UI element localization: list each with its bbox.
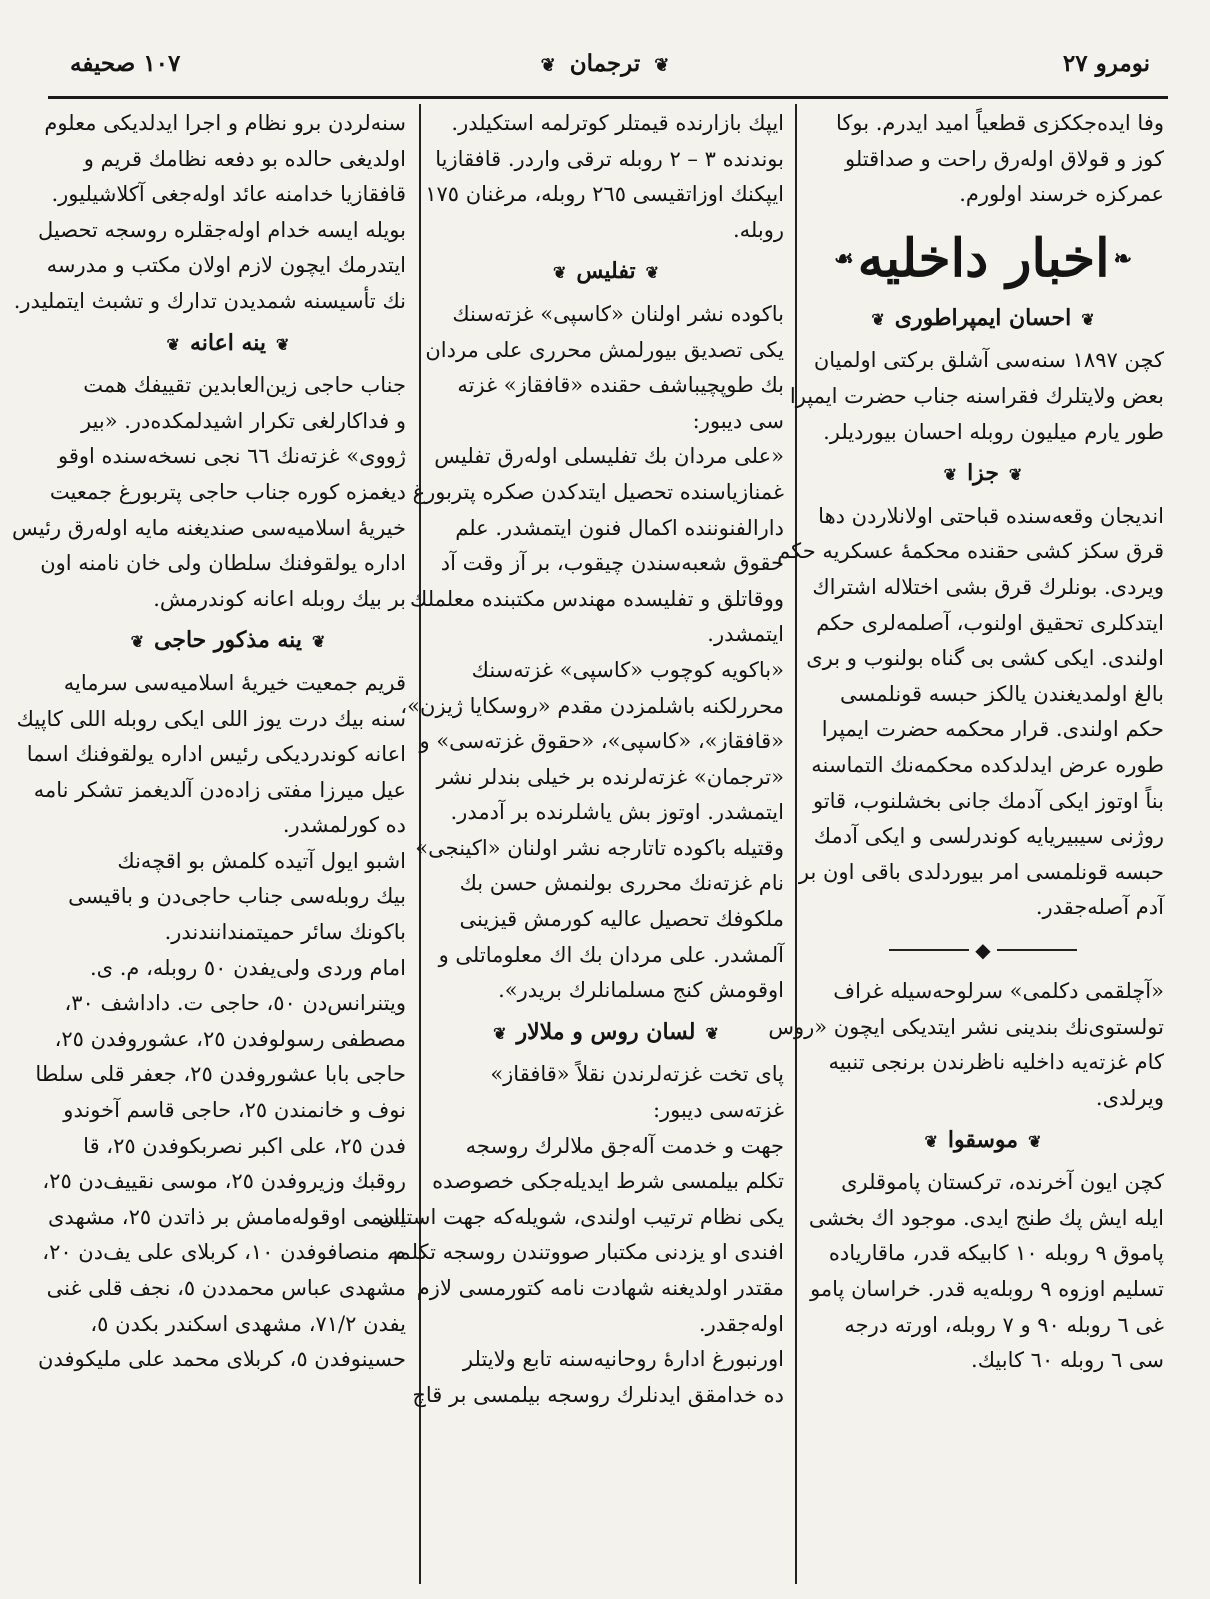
article-title: ❦تفلیس❦	[428, 254, 784, 291]
text-line: نام غزته‌نك محرری بولنمش حسن بك	[459, 871, 784, 896]
text-line: فدن ٢٥، علی اکبر نصربکوفدن ٢٥، قا	[83, 1133, 406, 1158]
text-line: اوله‌جقدر.	[698, 1311, 784, 1336]
text-line: بالغ اولمدیغندن یالکز حبسه قونلمسی	[839, 681, 1164, 706]
text-line: سی دیبور:	[692, 408, 784, 433]
article-body	[789, 343, 1164, 450]
text-line: م. منصافوفدن ١٠، کربلای علی یف‌دن ٢٠،	[42, 1240, 406, 1265]
text-line: اعانه کوندردیکی رئیس اداره یولقوفنك اسما	[26, 742, 406, 767]
text-line: قافقازیا خدامنه عائد اوله‌جغی آکلاشیلیور.	[51, 182, 406, 207]
text-line: اوقومش کنج مسلمانلرك بریدر».	[498, 978, 784, 1003]
ornament-icon: ❦	[654, 54, 670, 76]
text-line: بر بیك روبله اعانه کوندرمش.	[153, 586, 406, 611]
text-line: باکونك سائر حمیتمندانندندر.	[164, 920, 406, 945]
text-line: «باکویه کوچوب «کاسپی» غزته‌سنك	[471, 657, 784, 682]
text-line: ایتدرمك ایچون لازم اولان مکتب و مدرسه	[46, 253, 406, 278]
section-divider	[802, 932, 1164, 968]
ornament-icon: ❦	[924, 1131, 938, 1151]
text-line: روژنی سیبیریایه کوندرلسی و ایکی آدمك	[813, 824, 1164, 849]
column-divider	[795, 104, 797, 1584]
text-line: پاموق ٩ روبله ١٠ کابیکه قدر، ماقاریاده	[828, 1241, 1164, 1266]
column-right	[768, 106, 1174, 1581]
ornament-icon: ❦	[540, 54, 556, 76]
article-title: ❦ینه مذکور حاجی❦	[50, 623, 406, 660]
text-line: تولستوی‌نك بندینی نشر ایتدیکی ایچون «روس	[768, 1014, 1164, 1039]
text-line: حسینوفدن ٥، کربلای محمد علی ملیکوفدن	[38, 1347, 406, 1372]
text-line: مصطفی رسولوفدن ٢٥، عشوروفدن ٢٥،	[54, 1026, 406, 1051]
text-line: پای تخت غزته‌لرندن نقلاً «قافقاز»	[490, 1062, 784, 1087]
issue-number: نومرو ٢٧	[1062, 50, 1150, 77]
article-intro	[425, 106, 784, 248]
text-line: بوندنده ٣ – ٢ روبله ترقی واردر. قافقازیا	[435, 146, 784, 171]
text-line: امام وردی ولی‌یفدن ٥٠ روبله، م. ی.	[89, 955, 406, 980]
text-line: «قافقاز»، «کاسپی»، «حقوق غزته‌سی» و	[419, 729, 784, 754]
text-line: غی ٦ روبله ٩٠ و ٧ روبله، اورته درجه	[844, 1312, 1164, 1337]
text-line: جناب حاجی زین‌العابدین تقییفك همت	[83, 373, 406, 398]
text-line: قرق سکز کشی حقنده محکمهٔ عسکریه حکم	[777, 539, 1164, 564]
text-line: آدم آصله‌جقدر.	[1035, 895, 1164, 920]
text-line: عمرکزه خرسند اولورم.	[959, 182, 1164, 207]
text-line: خیریهٔ اسلامیه‌سی صندیغنه مایه اوله‌رق رئیس	[12, 515, 406, 540]
text-line: مشهدی عباس محمددن ٥، نجف قلی غنی	[46, 1276, 406, 1300]
text-line: حقوق شعبه‌سندن چیقوب، بر آز وقت آد	[440, 551, 784, 576]
text-line: ژووی» غزته‌نك ٦٦ نجی نسخه‌سنده اوقو	[58, 444, 406, 469]
ornament-icon: ☙	[833, 245, 854, 272]
text-line: ویرلدی.	[1095, 1085, 1164, 1110]
text-line: ویتنرانس‌دن ٥٠، حاجی ت. داداشف ٣٠،	[64, 991, 406, 1016]
text-line: آلمشدر. علی مردان بك اك معلوماتلی و	[438, 942, 784, 967]
text-line: اشبو ایول آتیده کلمش بو اقچه‌نك	[117, 848, 406, 873]
text-line: سنه بیك درت یوز اللی ایکی روبله اللی کاپیك	[16, 706, 406, 731]
text-line: «ترجمان» غزته‌لرنده بر خیلی بندلر نشر	[436, 764, 784, 789]
article-title: ❦احسان ایمپراطوری❦	[802, 301, 1164, 338]
text-line: تسلیم اوزوه ٩ روبله‌یه قدر. خراسان پامو	[810, 1276, 1164, 1301]
text-line: جهت و خدمت آله‌جق ملالرك روسجه	[465, 1133, 784, 1158]
ornament-icon: ❦	[311, 632, 326, 652]
text-line: تکلم بیلمسی شرط ایدیله‌جکی خصوصده	[432, 1169, 784, 1194]
text-line: ایتدکلری تحقیق اولنوب، آصلمه‌لری حکم	[816, 610, 1164, 635]
text-line: حاجی بابا عشوروفدن ٢٥، جعفر قلی سلطا	[35, 1062, 406, 1087]
text-line: ایتمشدر. اوتوز بش یاشلرنده بر آدمدر.	[450, 800, 784, 825]
article-title: ❦موسقوا❦	[802, 1123, 1164, 1160]
diamond-icon: ◆	[975, 937, 991, 962]
text-line: بك طوپچیباشف حقنده «قافقاز» غزته	[457, 373, 784, 398]
text-line: ویردی. بونلرك قرق بشی اختلاله اشتراك	[812, 574, 1164, 599]
text-line: قریم جمعیت خیریهٔ اسلامیه‌سی سرمایه	[63, 670, 406, 695]
text-line: سنه‌لردن برو نظام و اجرا ایدلدیکی معلوم	[44, 111, 406, 135]
text-line: یکی تصدیق بیورلمش محرری علی مردان	[425, 337, 784, 362]
article-body	[400, 297, 784, 1009]
masthead	[40, 50, 1170, 77]
text-line: اورنبورغ ادارهٔ روحانیه‌سنه تابع ولایتلر	[462, 1347, 784, 1372]
text-line: دیغمزه کوره جناب حاجی پتربورغ جمعیت	[49, 479, 406, 504]
text-line: اولدیغی حالده بو دفعه نظامك قریم و	[83, 146, 406, 171]
text-line: کام غزته‌یه داخلیه ناظرندن برنجی تنبیه	[828, 1050, 1164, 1075]
text-line: عیل میرزا مفتی زاده‌دن آلدیغمز تشکر نامه	[33, 777, 406, 802]
article-body	[777, 499, 1164, 926]
text-line: حکم اولندی. قرار محکمه حضرت ایمپرا	[821, 717, 1164, 742]
ornament-icon: ❦	[705, 1023, 719, 1043]
text-line: ایله ایش پك طنج ایدی. موجود اك بخشی	[808, 1205, 1164, 1230]
text-line: مقتدر اولدیغنه شهادت نامه کتورمسی لازم	[416, 1276, 784, 1300]
text-line: ایپکنك اوزاتقیسی ٢٦٥ روبله، مرغنان ١٧٥	[425, 182, 784, 207]
ornament-icon: ❦	[493, 1023, 507, 1043]
text-line: باکوده نشر اولنان «کاسپی» غزته‌سنك	[452, 301, 784, 326]
text-line: وفا ایده‌جککزی قطعیاً امید ایدرم. بوکا	[835, 111, 1164, 135]
text-line: ووقاتلق و تفلیسده مهندس مکتبنده معلملك	[410, 586, 784, 611]
masthead-title: ترجمان	[569, 50, 641, 77]
text-line: اداره یولقوفنك سلطان ولی خان نامنه اون	[40, 551, 406, 576]
text-line: «علی مردان بك تفلیسلی اوله‌رق تفلیس	[434, 444, 784, 469]
header-rule	[48, 96, 1168, 99]
ornament-icon: ❧	[1113, 245, 1133, 272]
text-line: روقبك وزیروفدن ٢٥، موسی نقییف‌دن ٢٥،	[42, 1169, 406, 1194]
text-line: بویله ایسه خدام اوله‌جقلره روسجه تحصیل	[38, 217, 406, 242]
text-line: اسمی اوقوله‌مامش بر ذاتدن ٢٥، مشهدی	[47, 1204, 406, 1229]
article-body	[378, 1057, 784, 1413]
section-heading-internal-news: ❧اخبار داخلیه☙	[802, 223, 1164, 295]
text-line: ده خدامقق ایدنلرك روسجه بیلمسی بر قاچ	[412, 1382, 784, 1407]
ornament-icon: ❦	[871, 309, 885, 329]
text-line: «آچلقمی دکلمی» سرلوحه‌سیله غراف	[833, 979, 1164, 1004]
article-body	[12, 368, 406, 617]
column-left	[12, 106, 412, 1581]
ornament-icon: ❦	[943, 465, 958, 485]
ornament-icon: ❦	[276, 334, 290, 354]
article-intro	[802, 106, 1164, 213]
text-line: حبسه قونلمسی امر بیوردلدی باقی اون بر	[798, 859, 1164, 884]
text-line: طور یارم میلیون روبله احسان بیوردیلر.	[823, 419, 1164, 444]
ornament-icon: ❦	[1008, 465, 1023, 485]
text-line: دارالفنوننده اکمال فنون ایتمشدر. علم	[455, 515, 784, 540]
text-line: طوره عرض ایدلدکده محکمه‌نك التماسنه	[811, 752, 1164, 777]
ornament-icon: ❦	[130, 632, 145, 652]
text-line: و فداکارلغی تکرار اشیدلمکده‌در. «بیر	[80, 408, 406, 433]
article-title: ❦ینه اعانه❦	[50, 326, 406, 363]
ornament-icon: ❦	[166, 334, 180, 354]
text-line: کوز و قولاق اوله‌رق راحت و صداقتلو	[845, 146, 1164, 171]
article-intro	[13, 106, 406, 320]
page-header	[40, 46, 1170, 90]
text-line: نك تأسیسنه شمدیدن تدارك و تشبث ایتملیدر.	[13, 288, 406, 313]
text-line: اندیجان وقعه‌سنده قباحتی اولانلاردن دها	[818, 503, 1164, 528]
article-body	[16, 666, 406, 1378]
text-line: افندی او یزدنی مکتبار صووتندن روسجه تکلمه	[388, 1240, 784, 1265]
text-line: روبله.	[732, 217, 784, 242]
text-line: نوف و خانمندن ٢٥، حاجی قاسم آخوندو	[63, 1098, 406, 1123]
text-line: ایتمشدر.	[707, 622, 784, 647]
text-line: ملکوفك تحصیل عالیه کورمش قیزینی	[459, 907, 784, 932]
text-line: یفدن ٧١/٢، مشهدی اسکندر بکدن ٥،	[90, 1311, 406, 1336]
text-line: وقتیله باکوده تاتارجه نشر اولنان «اکینجی»	[415, 835, 784, 860]
text-line: محررلکنه باشلمزدن مقدم «روسکایا ژیزن»،	[400, 693, 784, 718]
article-body	[768, 974, 1164, 1116]
text-line: غزته‌سی دیبور:	[652, 1098, 784, 1123]
text-line: غمنازیاسنده تحصیل ایتدکدن صکره پتربورغ	[412, 479, 784, 504]
ornament-icon: ❦	[552, 263, 567, 283]
text-line: بیك روبله‌سی جناب حاجی‌دن و باقیسی	[68, 884, 406, 909]
ornament-icon: ❦	[1081, 309, 1095, 329]
ornament-icon: ❦	[1028, 1131, 1042, 1151]
text-line: یکی نظام ترتیب اولندی، شویله‌که جهت استیان	[378, 1204, 784, 1229]
article-body	[802, 1165, 1164, 1379]
column-middle	[378, 106, 790, 1581]
text-line: بناً اوتوز ایکی آدمك جانی بخشلنوب، قاتو	[812, 788, 1164, 813]
text-line: کچن ١٨٩٧ سنه‌سی آشلق برکتی اولمیان	[813, 348, 1164, 373]
text-line: ایپك بازارنده قیمتلر کوترلمه استکیلدر.	[451, 111, 784, 135]
text-line: بعض ولایتلرك فقراسنه جناب حضرت ایمپرا	[789, 383, 1164, 408]
text-line: ده کورلمشدر.	[282, 813, 406, 838]
text-line: اولندی. ایکی کشی بی گناه بولنوب و بری	[806, 646, 1164, 671]
page-number: ١٠٧ صحیفه	[70, 50, 181, 77]
article-title: ❦لسان روس و ملالار❦	[428, 1015, 784, 1052]
text-line: سی ٦ روبله ٦٠ کابیك.	[971, 1348, 1164, 1373]
ornament-icon: ❦	[645, 263, 660, 283]
text-line: کچن ایون آخرنده، ترکستان پاموقلری	[841, 1170, 1164, 1195]
article-title: ❦جزا❦	[802, 456, 1164, 493]
